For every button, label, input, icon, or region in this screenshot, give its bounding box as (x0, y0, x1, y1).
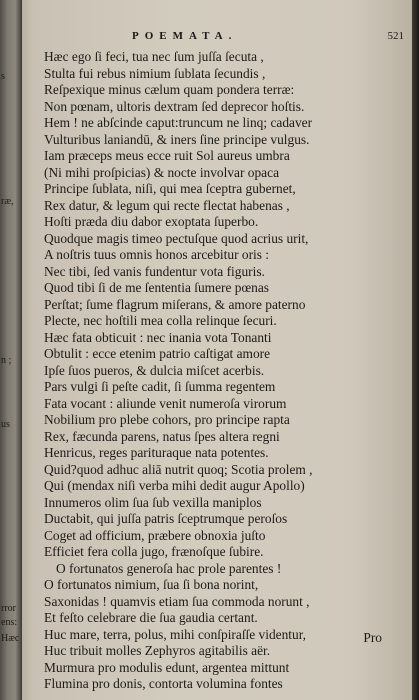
text-line-24: Rex, fæcunda parens, natus ſpes altera regni (44, 428, 280, 444)
text-line-16: Perſtat; ſume flagrum miſerans, & amore paterno (44, 296, 306, 312)
left-fragment-2: ræ, (1, 197, 14, 207)
text-line-36: Huc mare, terra, polus, mihi conſpiraſſe videntur, (44, 626, 306, 642)
left-fragment-1: s (1, 72, 5, 82)
text-line-26: Quid?quod adhuc aliā nutrit quoq; Scotia prolem , (44, 461, 313, 477)
text-line-9: Principe ſublata, niſi, qui mea ſceptra gubernet, (44, 181, 296, 196)
left-fragment-7: Hæc (1, 634, 20, 644)
page-title: POEMATA. (132, 30, 238, 42)
page-number: 521 (387, 30, 404, 42)
text-line-33: O fortunatos nimium, ſua ſi bona norint, (44, 577, 259, 592)
text-line-34: Saxonidas ! quamvis etiam ſua commoda norunt , (44, 593, 310, 609)
catchword: Pro (363, 630, 382, 645)
text-line-38: Murmura pro modulis edunt, argentea mittunt (44, 659, 290, 675)
text-line-14: Nec tibi, ſed vanis fundentur vota figuris. (44, 263, 265, 279)
left-fragment-4: us (1, 420, 10, 430)
text-line-12: Quodque magis timeo pectuſque quod acrius urit, (44, 230, 309, 246)
left-fragment-3: n ; (1, 356, 12, 366)
text-line-11: Hoſti præda diu dabor exoptata ſuperbo. (44, 214, 259, 229)
text-line-37: Huc tribuit molles Zephyros agitabilis aër. (44, 643, 271, 658)
left-fragment-5: rror (1, 604, 16, 614)
text-line-19: Obtulit : ecce etenim patrio caſtigat amore (44, 346, 271, 361)
text-line-31: Efficiet fera colla jugo, frænoſque ſubire. (44, 544, 264, 559)
text-line-20: Ipſe ſuos pueros, & dulcia miſcet acerbis. (44, 362, 265, 378)
text-line-13: A noſtris tuus omnis honos arcebitur oris : (44, 247, 270, 262)
text-line-6: Vulturibus laniandū, & iners ſine principe vulgus. (44, 131, 310, 147)
previous-page-edge (0, 0, 22, 700)
text-line-15: Quod tibi ſi de me ſententia ſumere pœnas (44, 280, 269, 295)
text-line-17: Plecte, nec hoſtili mea colla relinque ſecuri. (44, 313, 277, 328)
text-line-7: Iam præceps meus ecce ruit Sol aureus umbra (44, 148, 290, 163)
text-line-35: Et feſto celebrare die ſua gaudia certant. (44, 610, 258, 625)
text-line-25: Henricus, reges parituraque nata potentes. (44, 445, 269, 460)
text-line-30: Coget ad officium, præbere obnoxia juſto (44, 527, 266, 543)
text-line-1: Hæc ego ſi feci, tua nec ſum juſſa ſecuta , (44, 49, 264, 64)
left-fragment-6: ens: (1, 618, 18, 628)
text-line-27: Qui (mendax niſi verba mihi dedit augur Apollo) (44, 478, 305, 493)
text-line-3: Reſpexique minus cælum quam pondera terræ: (44, 82, 295, 97)
text-line-32: O fortunatos generoſa hac prole parentes ! (56, 560, 282, 576)
poem-text (44, 49, 404, 693)
text-line-29: Ductabit, qui juſſa patris ſceptrumque peroſos (44, 511, 288, 526)
text-line-10: Rex datur, & legum qui recte flectat habenas , (44, 197, 290, 213)
text-line-21: Pars vulgi ſi peſte cadit, ſi ſumma regentem (44, 379, 276, 394)
running-head (22, 30, 412, 44)
text-line-4: Non pœnam, ultoris dextram ſed deprecor hoſtis. (44, 98, 305, 114)
text-line-18: Hæc fata obticuit : nec inania vota Tonanti (44, 329, 272, 345)
book-page (22, 0, 412, 700)
text-line-5: Hem ! ne abſcinde caput:truncum ne linq; cadaver (44, 115, 313, 130)
book-binding-edge (412, 0, 419, 700)
text-line-8: (Ni mihi proſpicias) & nocte involvar opaca (44, 164, 280, 180)
text-line-2: Stulta fui rebus nimium ſublata ſecundis , (44, 65, 266, 81)
text-line-22: Fata vocant : aliunde venit numeroſa virorum (44, 395, 287, 411)
text-line-39: Flumina pro donis, contorta volumina fontes (44, 676, 283, 691)
text-line-28: Innumeros olim ſua ſub vexilla maniplos (44, 494, 262, 510)
text-line-23: Nobilium pro plebe cohors, pro principe rapta (44, 412, 290, 427)
